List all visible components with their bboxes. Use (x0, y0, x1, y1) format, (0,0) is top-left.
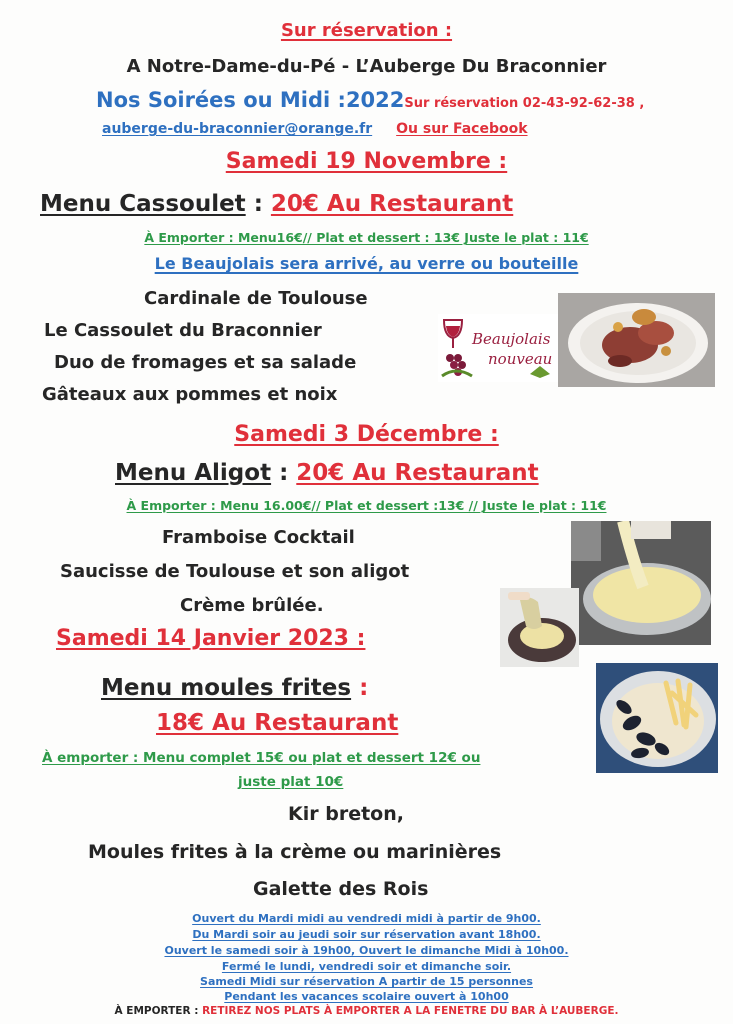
event3-takeaway-1: À emporter : Menu complet 15€ ou plat et dessert 12€ ou (42, 750, 481, 766)
event1-menu-sep: : (245, 191, 271, 217)
event2-takeaway: À Emporter : Menu 16.00€// Plat et dessert :13€ // Juste le plat : 11€ (126, 498, 607, 513)
aligot-bowl-photo (500, 588, 579, 667)
event1-dish-1: Cardinale de Toulouse (144, 288, 368, 309)
event1-takeaway: À Emporter : Menu16€// Plat et dessert : 13€ Juste le plat : 11€ (144, 230, 589, 245)
evenings-title: Nos Soirées ou Midi :2022 (96, 88, 405, 112)
hours-line-1: Ouvert du Mardi midi au vendredi midi à partir de 9h00. (192, 912, 541, 925)
event2-menu-sep: : (271, 460, 297, 486)
event2-menu-line (115, 462, 539, 485)
event3-takeaway-2: juste plat 10€ (238, 774, 344, 790)
contact-line (102, 122, 528, 136)
event3-dish-3: Galette des Rois (253, 878, 429, 900)
event1-dish-3: Duo de fromages et sa salade (54, 352, 357, 373)
beaujolais-note: Le Beaujolais sera arrivé, au verre ou bouteille (154, 254, 579, 273)
event3-dish-2: Moules frites à la crème ou marinières (88, 841, 502, 863)
event2-dish-3: Crème brûlée. (180, 595, 324, 616)
event2-price: 20€ Au Restaurant (296, 460, 539, 486)
event3-menu-line (101, 677, 368, 700)
aligot-pan-photo (571, 521, 711, 645)
event3-menu-sep: : (351, 675, 369, 701)
event3-date: Samedi 14 Janvier 2023 : (56, 626, 366, 651)
footer-label: À EMPORTER : (114, 1005, 199, 1017)
phone-text: Sur réservation 02-43-92-62-38 , (404, 96, 645, 111)
footer-line (0, 1006, 733, 1017)
event1-menu-name: Menu Cassoulet (40, 191, 246, 217)
event1-dish-4: Gâteaux aux pommes et noix (42, 384, 338, 405)
event3-price: 18€ Au Restaurant (156, 710, 399, 736)
hours-line-4: Fermé le lundi, vendredi soir et dimanche soir. (221, 960, 512, 973)
hours-line-6: Pendant les vacances scolaire ouvert à 10h00 (224, 990, 509, 1003)
evenings-line (96, 90, 644, 111)
event1-date: Samedi 19 Novembre : (225, 149, 508, 174)
cassoulet-photo (558, 293, 715, 387)
event2-dish-1: Framboise Cocktail (162, 527, 355, 548)
beaujolais-nouveau-logo (438, 314, 562, 382)
reservation-title: Sur réservation : (280, 20, 453, 41)
event1-dish-2: Le Cassoulet du Braconnier (44, 320, 322, 341)
hours-line-3: Ouvert le samedi soir à 19h00, Ouvert le dimanche Midi à 10h00. (164, 944, 569, 957)
facebook-link[interactable]: Ou sur Facebook (396, 121, 528, 137)
moules-frites-photo (596, 663, 718, 773)
event2-date: Samedi 3 Décembre : (234, 422, 499, 447)
hours-line-5: Samedi Midi sur réservation A partir de 15 personnes (200, 975, 533, 988)
event2-dish-2: Saucisse de Toulouse et son aligot (60, 561, 410, 582)
email-link[interactable]: auberge-du-braconnier@orange.fr (102, 121, 373, 137)
event1-price: 20€ Au Restaurant (270, 191, 514, 217)
event2-menu-name: Menu Aligot (115, 460, 272, 486)
event3-menu-name: Menu moules frites (101, 675, 352, 701)
logo-text-beaujolais: Beaujolais (472, 330, 551, 348)
logo-text-nouveau: nouveau (488, 350, 553, 368)
hours-line-2: Du Mardi soir au jeudi soir sur réservation avant 18h00. (192, 928, 541, 941)
location-line: A Notre-Dame-du-Pé - L’Auberge Du Braconnier (126, 56, 607, 77)
footer-text: RETIREZ NOS PLATS À EMPORTER A LA FENETRE DU BAR À L’AUBERGE. (202, 1005, 619, 1017)
event1-menu-line (40, 193, 513, 216)
event3-dish-1: Kir breton, (288, 803, 404, 825)
